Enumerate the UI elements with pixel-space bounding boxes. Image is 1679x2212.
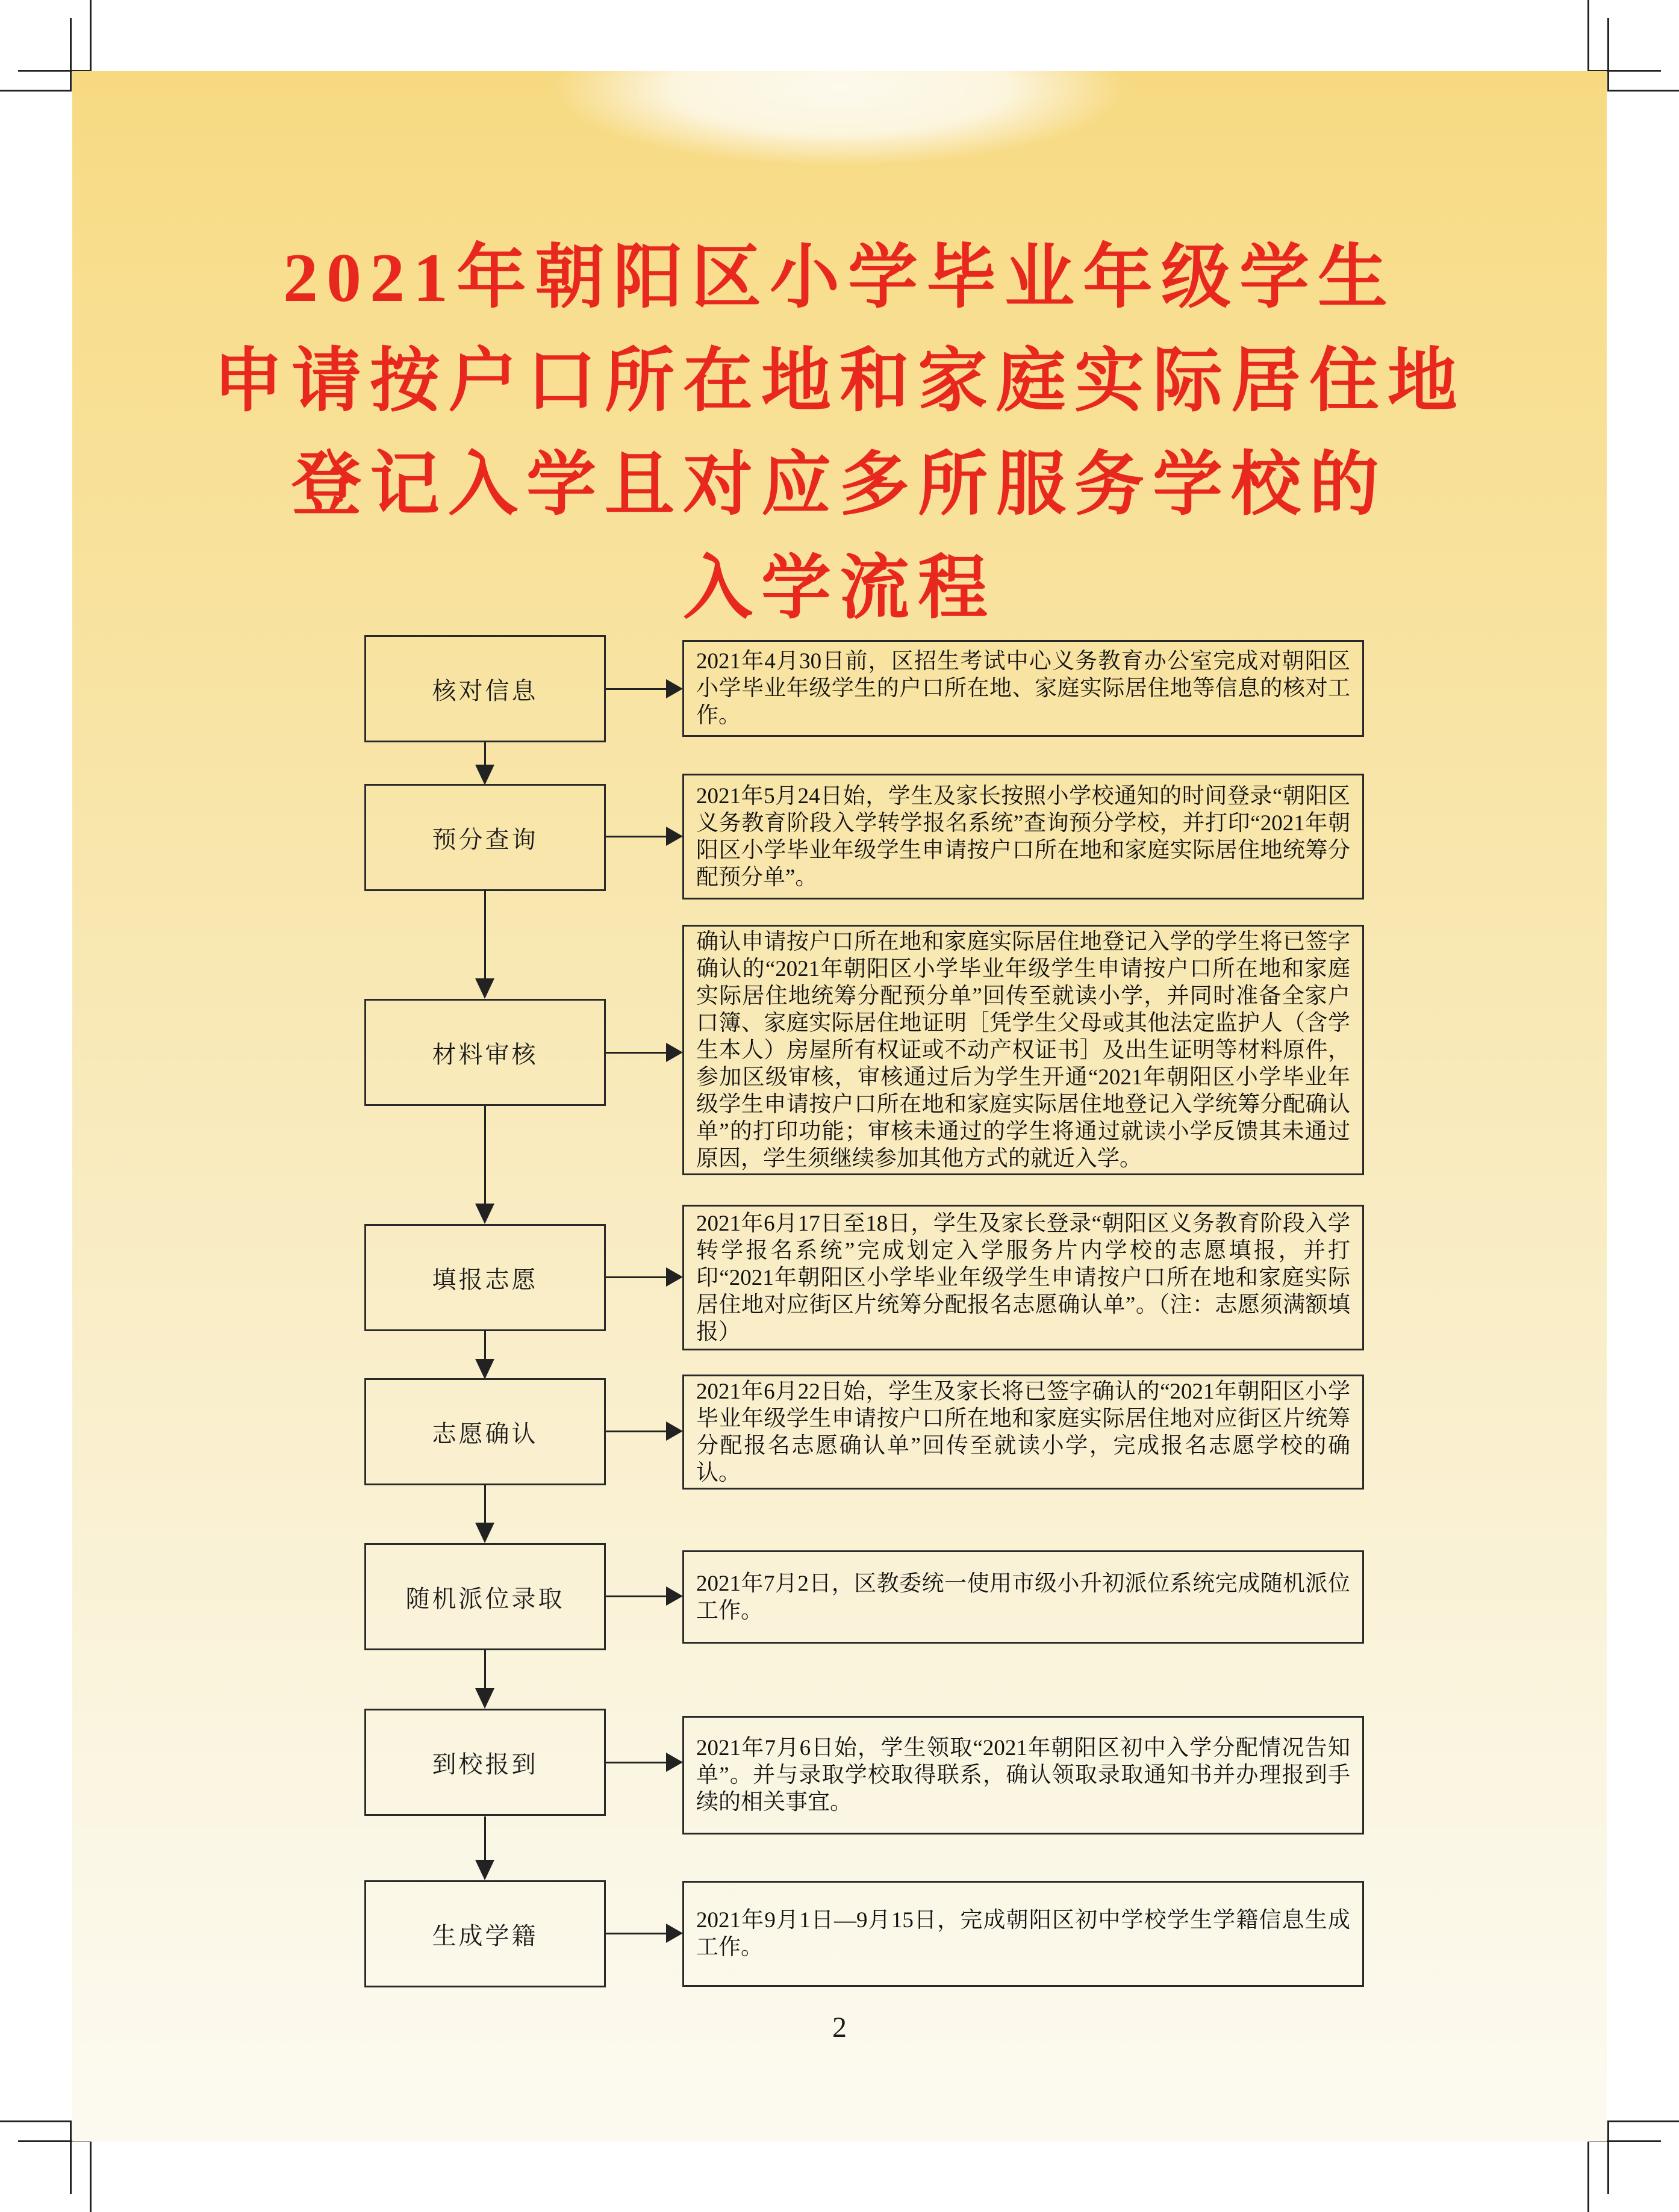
connector-line: [484, 889, 486, 978]
connector-line: [606, 1431, 666, 1432]
step-detail-preference-confirm: [682, 1375, 1364, 1490]
connector-line: [484, 1106, 486, 1204]
connector-line: [606, 836, 666, 837]
step-box-student-status: [364, 1880, 606, 1987]
title-line-1: 2021年朝阳区小学毕业年级学生: [283, 240, 1396, 317]
connector-line: [484, 1330, 486, 1359]
right-arrow-icon: [666, 1753, 683, 1772]
step-box-fill-preferences: [364, 1224, 606, 1331]
step-detail-check-info: [682, 640, 1364, 737]
crop-mark: [90, 2141, 92, 2212]
down-arrow-icon: [475, 978, 494, 999]
crop-mark: [1607, 18, 1609, 92]
step-label: 志愿确认: [432, 1420, 538, 1447]
down-arrow-icon: [475, 1523, 494, 1543]
title-line-3: 登记入学且对应多所服务学校的: [291, 447, 1388, 524]
down-arrow-icon: [475, 1860, 494, 1880]
down-arrow-icon: [475, 1359, 494, 1379]
down-arrow-icon: [475, 765, 494, 785]
down-arrow-icon: [475, 1688, 494, 1709]
step-detail-material-review: [682, 925, 1364, 1175]
connector-line: [484, 1485, 486, 1523]
step-box-preassign-query: [364, 784, 606, 891]
step-box-school-registration: [364, 1709, 606, 1816]
crop-mark: [90, 0, 92, 71]
crop-mark: [1587, 0, 1589, 71]
step-label: 材料审核: [432, 1040, 538, 1068]
step-detail-school-registration: [682, 1716, 1364, 1835]
step-text: 2021年4月30日前，区招生考试中心义务教育办公室完成对朝阳区小学毕业年级学生的户口所在地、家庭实际居住地等信息的核对工作。: [696, 649, 1350, 728]
connector-line: [606, 1595, 666, 1597]
poster-background: [72, 71, 1607, 2142]
step-text: 2021年6月17日至18日，学生及家长登录“朝阳区义务教育阶段入学转学报名系统”完成划定入学服务片内学校的志愿填报，并打印“2021年朝阳区小学毕业年级学生申请按户口所在地和家庭实际居住地对应街区片统筹分配报名志愿确认单”。（注：志愿须满额填报）: [696, 1211, 1350, 1344]
crop-mark: [1607, 2120, 1609, 2194]
title-line-2: 申请按户口所在地和家庭实际居住地: [213, 343, 1466, 420]
step-text: 2021年6月22日始，学生及家长将已签字确认的“2021年朝阳区小学毕业年级学生申请按户口所在地和家庭实际居住地对应街区片统筹分配报名志愿确认单”回传至就读小学，完成报名志愿学校的确认。: [696, 1379, 1350, 1485]
step-box-check-info: [364, 635, 606, 742]
step-text: 2021年5月24日始，学生及家长按照小学校通知的时间登录“朝阳区义务教育阶段入学转学报名系统”查询预分学校，并打印“2021年朝阳区小学毕业年级学生申请按户口所在地和家庭实际居住地统筹分配预分单”。: [696, 783, 1350, 890]
crop-mark: [1587, 2141, 1589, 2212]
step-detail-student-status: [682, 1881, 1364, 1987]
step-detail-random-placement: [682, 1550, 1364, 1644]
step-label: 填报志愿: [432, 1266, 538, 1293]
crop-mark: [1608, 2120, 1679, 2122]
step-detail-fill-preferences: [682, 1205, 1364, 1350]
crop-mark: [1608, 90, 1679, 92]
crop-mark: [0, 90, 71, 92]
step-text: 确认申请按户口所在地和家庭实际居住地登记入学的学生将已签字确认的“2021年朝阳区小学毕业年级学生申请按户口所在地和家庭实际居住地统筹分配预分单”回传至就读小学，并同时准备全家户口簿、家庭实际居住地证明［凭学生父母或其他法定监护人（含学生本人）房屋所有权证或不动产权证书］及出生证明等材料原件，参加区级审核，审核通过后为学生开通“2021年朝阳区小学毕业年级学生申请按户口所在地和家庭实际居住地登记入学统筹分配确认单”的打印功能；审核未通过的学生将通过就读小学反馈其未通过原因，学生须继续参加其他方式的就近入学。: [696, 929, 1350, 1171]
right-arrow-icon: [666, 827, 683, 846]
crop-mark: [0, 2120, 71, 2122]
crop-mark: [70, 2120, 72, 2194]
step-detail-preassign-query: [682, 774, 1364, 899]
step-label: 随机派位录取: [405, 1585, 565, 1612]
right-arrow-icon: [666, 1043, 683, 1062]
right-arrow-icon: [666, 679, 683, 698]
step-box-preference-confirm: [364, 1378, 606, 1485]
down-arrow-icon: [475, 1204, 494, 1224]
right-arrow-icon: [666, 1421, 683, 1441]
step-box-material-review: [364, 999, 606, 1106]
page-number: 2: [832, 2012, 847, 2043]
crop-mark: [70, 18, 72, 92]
step-text: 2021年9月1日—9月15日，完成朝阳区初中学校学生学籍信息生成工作。: [696, 1908, 1350, 1960]
step-box-random-placement: [364, 1543, 606, 1650]
connector-line: [606, 1762, 666, 1763]
right-arrow-icon: [666, 1586, 683, 1606]
connector-line: [484, 1650, 486, 1688]
connector-line: [484, 1816, 486, 1860]
connector-line: [606, 688, 666, 690]
connector-line: [606, 1052, 666, 1054]
step-text: 2021年7月2日，区教委统一使用市级小升初派位系统完成随机派位工作。: [696, 1571, 1350, 1623]
right-arrow-icon: [666, 1924, 683, 1943]
connector-line: [606, 1933, 666, 1934]
step-label: 核对信息: [432, 677, 538, 704]
step-label: 预分查询: [432, 825, 538, 853]
right-arrow-icon: [666, 1267, 683, 1287]
step-label: 到校报到: [432, 1750, 538, 1778]
connector-line: [606, 1276, 666, 1278]
flowchart: [72, 71, 1607, 2142]
connector-line: [484, 742, 486, 765]
step-label: 生成学籍: [432, 1922, 538, 1949]
title-line-4: 入学流程: [683, 550, 996, 627]
step-text: 2021年7月6日始，学生领取“2021年朝阳区初中入学分配情况告知单”。并与录取学校取得联系，确认领取录取通知书并办理报到手续的相关事宜。: [696, 1736, 1350, 1815]
